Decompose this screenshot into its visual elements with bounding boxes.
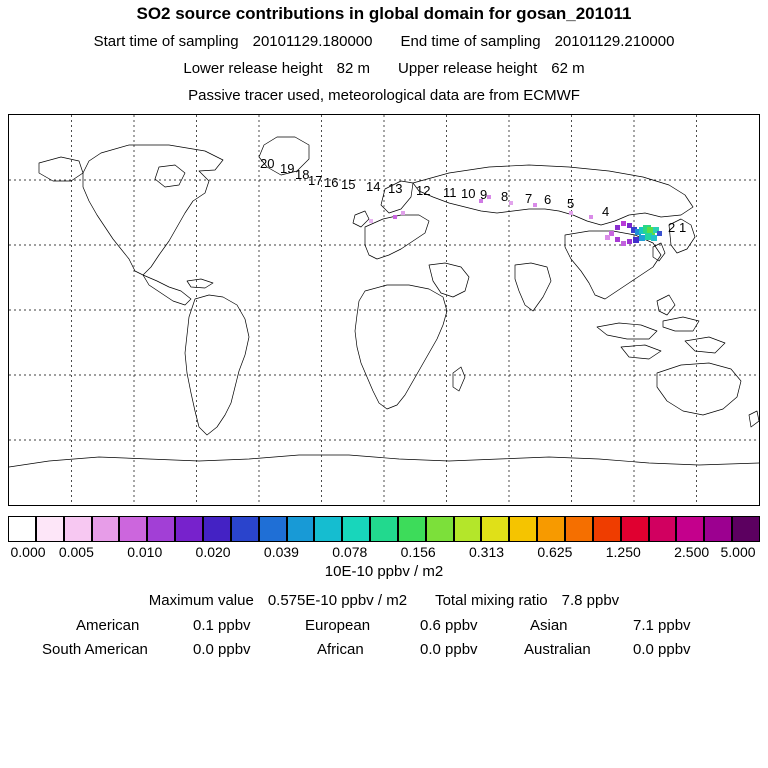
colorbar-tick: 0.625 bbox=[537, 544, 573, 560]
colorbar-swatch bbox=[342, 516, 370, 542]
colorbar-swatch bbox=[454, 516, 482, 542]
lower-release-height-label: Lower release height bbox=[183, 60, 323, 77]
colorbar-unit-label: 10E-10 ppbv / m2 bbox=[324, 563, 444, 580]
colorbar-tick-labels bbox=[0, 544, 768, 560]
trajectory-label: 20 bbox=[260, 156, 275, 171]
end-time-label: End time of sampling bbox=[400, 33, 541, 50]
start-time-value: 20101129.180000 bbox=[252, 33, 373, 50]
trajectory-label: 8 bbox=[501, 189, 509, 204]
trajectory-label: 2 bbox=[668, 220, 676, 235]
region-name-australian: Australian bbox=[524, 641, 591, 658]
colorbar-swatch bbox=[509, 516, 537, 542]
colorbar-tick: 2.500 bbox=[674, 544, 710, 560]
trajectory-label: 16 bbox=[324, 175, 339, 190]
trajectory-label: 12 bbox=[416, 183, 431, 198]
colorbar-swatch bbox=[259, 516, 287, 542]
trajectory-label: 17 bbox=[308, 173, 323, 188]
trajectory-label: 11 bbox=[443, 185, 457, 200]
region-value-european: 0.6 ppbv bbox=[420, 617, 478, 634]
upper-release-height-label: Upper release height bbox=[398, 60, 538, 77]
release-height-line bbox=[0, 60, 768, 77]
colorbar bbox=[8, 516, 760, 542]
colorbar-swatch bbox=[621, 516, 649, 542]
end-time-value: 20101129.210000 bbox=[554, 33, 675, 50]
colorbar-tick: 5.000 bbox=[720, 544, 756, 560]
trajectory-label: 14 bbox=[366, 179, 381, 194]
trajectory-label: 6 bbox=[544, 192, 552, 207]
region-name-african: African bbox=[317, 641, 364, 658]
page-title: SO2 source contributions in global domain for gosan_201011 bbox=[136, 4, 632, 23]
colorbar-swatch bbox=[8, 516, 36, 542]
trajectory-label: 18 bbox=[295, 167, 310, 182]
region-value-african: 0.0 ppbv bbox=[420, 641, 478, 658]
colorbar-tick: 0.313 bbox=[469, 544, 505, 560]
start-time-label: Start time of sampling bbox=[93, 33, 239, 50]
colorbar-swatch bbox=[593, 516, 621, 542]
colorbar-swatch bbox=[119, 516, 147, 542]
total-mixing-ratio-value: 7.8 ppbv bbox=[561, 592, 620, 609]
trajectory-label: 15 bbox=[341, 177, 356, 192]
colorbar-swatch bbox=[314, 516, 342, 542]
colorbar-tick: 1.250 bbox=[605, 544, 641, 560]
trajectory-label: 4 bbox=[602, 204, 610, 219]
colorbar-swatch bbox=[398, 516, 426, 542]
trajectory-label: 1 bbox=[679, 220, 687, 235]
region-name-american: American bbox=[76, 617, 140, 634]
map-canvas bbox=[9, 115, 759, 505]
upper-release-height-value: 62 m bbox=[551, 60, 585, 77]
colorbar-swatch bbox=[92, 516, 120, 542]
colorbar-tick: 0.020 bbox=[195, 544, 231, 560]
total-mixing-ratio-label: Total mixing ratio bbox=[435, 592, 548, 609]
region-name-asian: Asian bbox=[530, 617, 568, 634]
colorbar-swatch bbox=[732, 516, 760, 542]
trajectory-label: 13 bbox=[388, 181, 403, 196]
max-value-row bbox=[0, 592, 768, 609]
region-value-asian: 7.1 ppbv bbox=[633, 617, 691, 634]
world-map-plot bbox=[8, 114, 760, 506]
colorbar-tick: 0.039 bbox=[263, 544, 299, 560]
region-value-south-american: 0.0 ppbv bbox=[193, 641, 251, 658]
colorbar-tick: 0.010 bbox=[127, 544, 163, 560]
plume-cells bbox=[369, 195, 662, 246]
region-value-australian: 0.0 ppbv bbox=[633, 641, 691, 658]
colorbar-swatch bbox=[287, 516, 315, 542]
trajectory-label: 10 bbox=[461, 186, 476, 201]
colorbar-swatch bbox=[147, 516, 175, 542]
colorbar-swatch bbox=[370, 516, 398, 542]
colorbar-swatch bbox=[537, 516, 565, 542]
colorbar-tick: 0.156 bbox=[400, 544, 436, 560]
region-name-european: European bbox=[305, 617, 371, 634]
sampling-time-line bbox=[0, 33, 768, 50]
trajectory-label: 5 bbox=[567, 196, 575, 211]
colorbar-swatch bbox=[175, 516, 203, 542]
colorbar-tick: 0.000 bbox=[10, 544, 46, 560]
colorbar-swatch bbox=[649, 516, 677, 542]
region-value-american: 0.1 ppbv bbox=[193, 617, 251, 634]
tracer-note: Passive tracer used, meteorological data are from ECMWF bbox=[188, 87, 580, 104]
colorbar-tick: 0.078 bbox=[332, 544, 368, 560]
trajectory-label: 7 bbox=[525, 191, 533, 206]
colorbar-swatch bbox=[565, 516, 593, 542]
colorbar-swatch bbox=[481, 516, 509, 542]
max-value-value: 0.575E-10 ppbv / m2 bbox=[267, 592, 408, 609]
colorbar-swatch bbox=[231, 516, 259, 542]
region-name-south-american: South American bbox=[42, 641, 148, 658]
colorbar-swatch bbox=[704, 516, 732, 542]
colorbar-swatch bbox=[203, 516, 231, 542]
lower-release-height-value: 82 m bbox=[336, 60, 370, 77]
trajectory-label: 19 bbox=[280, 161, 295, 176]
colorbar-swatch bbox=[426, 516, 454, 542]
colorbar-swatch bbox=[64, 516, 92, 542]
max-value-label: Maximum value bbox=[148, 592, 254, 609]
colorbar-tick: 0.005 bbox=[58, 544, 94, 560]
colorbar-swatch bbox=[676, 516, 704, 542]
colorbar-swatch bbox=[36, 516, 64, 542]
trajectory-label: 9 bbox=[480, 187, 488, 202]
